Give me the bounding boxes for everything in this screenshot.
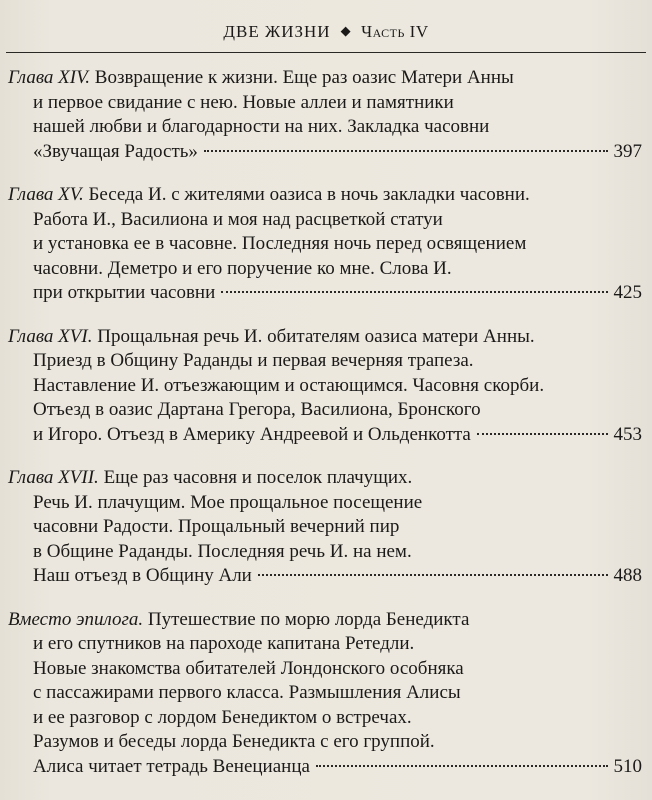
toc-text: и его спутников на пароходе капитана Ретедли. <box>33 633 415 654</box>
toc-line <box>0 755 652 780</box>
toc-text: Еще раз часовня и поселок плачущих. <box>103 467 413 488</box>
table-of-contents <box>0 66 652 798</box>
toc-line <box>0 540 652 565</box>
toc-line <box>0 325 652 350</box>
toc-line <box>0 115 652 140</box>
toc-text: нашей любви и благодарности на них. Закладка часовни <box>33 116 490 137</box>
toc-text: и ее разговор с лордом Бенедиктом о встречах. <box>33 706 412 728</box>
toc-entry-chapter-17 <box>0 466 652 589</box>
toc-text: в Общине Раданды. Последняя речь И. на нем. <box>33 540 412 562</box>
dot-leader <box>221 291 607 293</box>
running-header <box>0 22 652 42</box>
toc-line <box>0 281 652 306</box>
toc-line <box>0 91 652 116</box>
toc-text: Наш отъезд в Общину Али <box>33 565 252 586</box>
toc-line <box>0 466 652 491</box>
toc-line <box>0 208 652 233</box>
chapter-label: Глава XIV. <box>8 67 91 88</box>
toc-line <box>0 349 652 374</box>
book-title: ДВЕ ЖИЗНИ <box>223 22 331 41</box>
toc-line <box>0 257 652 282</box>
toc-line <box>0 657 652 682</box>
toc-text: часовни Радости. Прощальный вечерний пир <box>33 516 400 537</box>
toc-text: Работа И., Василиона и моя над расцветкой статуи <box>33 208 443 230</box>
dot-leader <box>204 150 608 152</box>
toc-text: Алиса читает тетрадь Венецианца <box>33 755 310 777</box>
toc-line <box>0 232 652 257</box>
toc-text: и Игоро. Отъезд в Америку Андреевой и Ольденкотта <box>33 423 471 445</box>
toc-line <box>0 608 652 633</box>
toc-line <box>0 423 652 448</box>
chapter-label: Глава XV. <box>8 184 84 205</box>
page-number: 425 <box>613 282 642 303</box>
toc-text: часовни. Деметро и его поручение ко мне. Слова И. <box>33 257 452 279</box>
toc-line <box>0 398 652 423</box>
toc-text: Разумов и беседы лорда Бенедикта с его группой. <box>33 731 435 752</box>
toc-text: Путешествие по морю лорда Бенедикта <box>147 608 470 630</box>
dot-leader <box>477 433 608 435</box>
toc-text: Речь И. плачущим. Мое прощальное посещение <box>33 491 423 513</box>
toc-line <box>0 515 652 540</box>
dot-leader <box>258 574 608 576</box>
page-number: 488 <box>613 565 642 586</box>
toc-text: при открытии часовни <box>33 282 216 303</box>
toc-text: Новые знакомства обитателей Лондонского особняка <box>33 657 464 679</box>
toc-text: и установка ее в часовне. Последняя ночь перед освящением <box>33 233 527 254</box>
dot-leader <box>316 765 608 767</box>
header-rule <box>6 52 646 53</box>
toc-line <box>0 632 652 657</box>
chapter-label: Глава XVII. <box>8 467 99 488</box>
chapter-label: Глава XVI. <box>8 325 93 347</box>
page-number: 397 <box>613 140 642 162</box>
toc-text: Прощальная речь И. обитателям оазиса матери Анны. <box>97 325 535 347</box>
page-number: 510 <box>613 755 642 777</box>
toc-entry-chapter-15 <box>0 183 652 306</box>
toc-line <box>0 564 652 589</box>
toc-text: Возвращение к жизни. Еще раз оазис Матери Анны <box>94 67 514 88</box>
toc-line <box>0 730 652 755</box>
diamond-separator-icon: ◆ <box>340 23 352 38</box>
toc-text: «Звучащая Радость» <box>33 140 198 162</box>
chapter-label: Вместо эпилога. <box>8 608 144 630</box>
toc-entry-chapter-16 <box>0 325 652 448</box>
toc-line <box>0 66 652 91</box>
toc-line <box>0 140 652 165</box>
toc-text: и первое свидание с нею. Новые аллеи и памятники <box>33 91 454 113</box>
toc-line <box>0 681 652 706</box>
page-number: 453 <box>613 423 642 445</box>
toc-text: Отъезд в оазис Дартана Грегора, Василиона, Бронского <box>33 399 481 420</box>
toc-entry-chapter-14 <box>0 66 652 164</box>
toc-line <box>0 183 652 208</box>
toc-text: Наставление И. отъезжающим и остающимся. Часовня скорби. <box>33 374 545 396</box>
toc-text: Приезд в Общину Раданды и первая вечерняя трапеза. <box>33 350 474 371</box>
toc-text: Беседа И. с жителями оазиса в ночь закладки часовни. <box>88 184 530 205</box>
part-label: Часть IV <box>361 22 429 41</box>
toc-line <box>0 491 652 516</box>
toc-text: с пассажирами первого класса. Размышления Алисы <box>33 682 461 703</box>
toc-entry-epilogue <box>0 608 652 780</box>
toc-line <box>0 706 652 731</box>
toc-line <box>0 374 652 399</box>
